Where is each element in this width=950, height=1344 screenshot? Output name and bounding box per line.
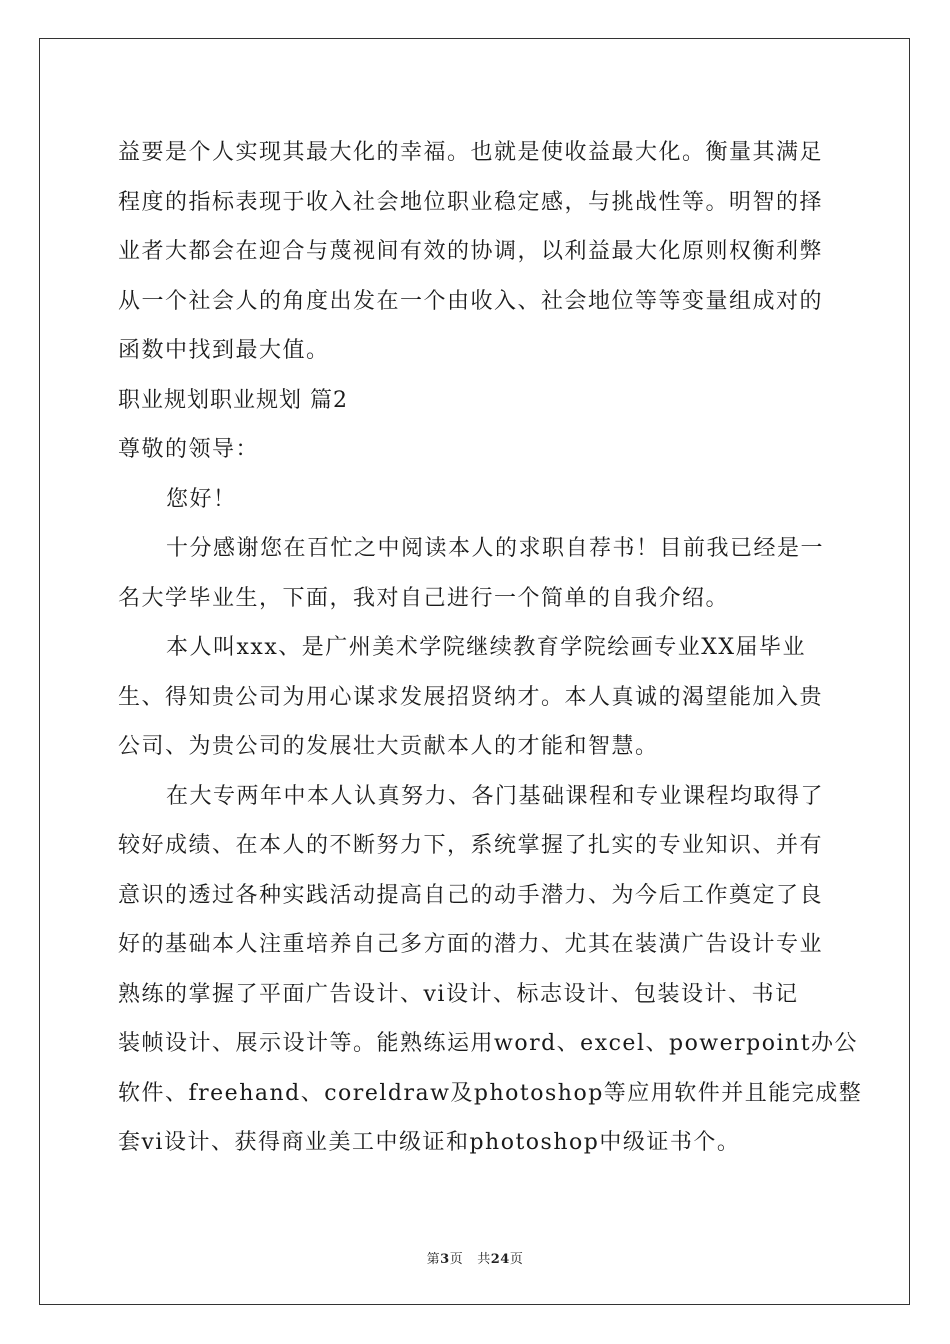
body-line: 在大专两年中本人认真努力、各门基础课程和专业课程均取得了 [166, 783, 825, 809]
section-heading: 职业规划职业规划 篇2 [118, 387, 348, 413]
total-pages: 24 [490, 1252, 510, 1267]
body-line: 好的基础本人注重培养自己多方面的潜力、尤其在装潢广告设计专业 [118, 932, 824, 957]
body-line: 较好成绩、在本人的不断努力下，系统掌握了扎实的专业知识、并有 [118, 833, 824, 858]
page-prefix: 第 [426, 1252, 441, 1267]
body-line: 十分感谢您在百忙之中阅读本人的求职自荐书！目前我已经是一 [166, 536, 825, 561]
body-line: 本人叫xxx、是广州美术学院继续教育学院绘画专业XX届毕业 [166, 635, 807, 660]
total-prefix: 共 [477, 1252, 491, 1267]
body-line: 从一个社会人的角度出发在一个由收入、社会地位等等变量组成对的 [118, 288, 824, 314]
total-suffix: 页 [509, 1252, 524, 1267]
body-line: 函数中找到最大值。 [118, 338, 330, 363]
body-line: 益要是个人实现其最大化的幸福。也就是使收益最大化。衡量其满足 [118, 140, 824, 165]
body-line: 软件、freehand、coreldraw及photoshop等应用软件并且能完成整 [118, 1080, 863, 1106]
body-line: 名大学毕业生，下面，我对自己进行一个简单的自我介绍。 [118, 585, 730, 611]
greeting: 您好！ [166, 486, 237, 512]
salutation: 尊敬的领导： [118, 437, 260, 462]
body-line: 套vi设计、获得商业美工中级证和photoshop中级证书个。 [118, 1130, 741, 1155]
body-line: 业者大都会在迎合与蔑视间有效的协调，以利益最大化原则权衡利弊 [118, 239, 824, 264]
page-suffix: 页 [449, 1252, 464, 1267]
body-line: 公司、为贵公司的发展壮大贡献本人的才能和智慧。 [118, 734, 659, 759]
body-line: 装帧设计、展示设计等。能熟练运用word、excel、powerpoint办公 [118, 1031, 859, 1056]
page-number: 3 [440, 1252, 450, 1267]
body-line: 意识的透过各种实践活动提高自己的动手潜力、为今后工作奠定了良 [118, 882, 824, 908]
document-body [118, 128, 863, 1168]
body-line: 生、得知贵公司为用心谋求发展招贤纳才。本人真诚的渴望能加入贵 [118, 684, 824, 710]
page-footer [0, 1248, 950, 1267]
body-line: 程度的指标表现于收入社会地位职业稳定感，与挑战性等。明智的择 [118, 189, 824, 215]
body-line: 熟练的掌握了平面广告设计、vi设计、标志设计、包装设计、书记 [118, 981, 799, 1007]
